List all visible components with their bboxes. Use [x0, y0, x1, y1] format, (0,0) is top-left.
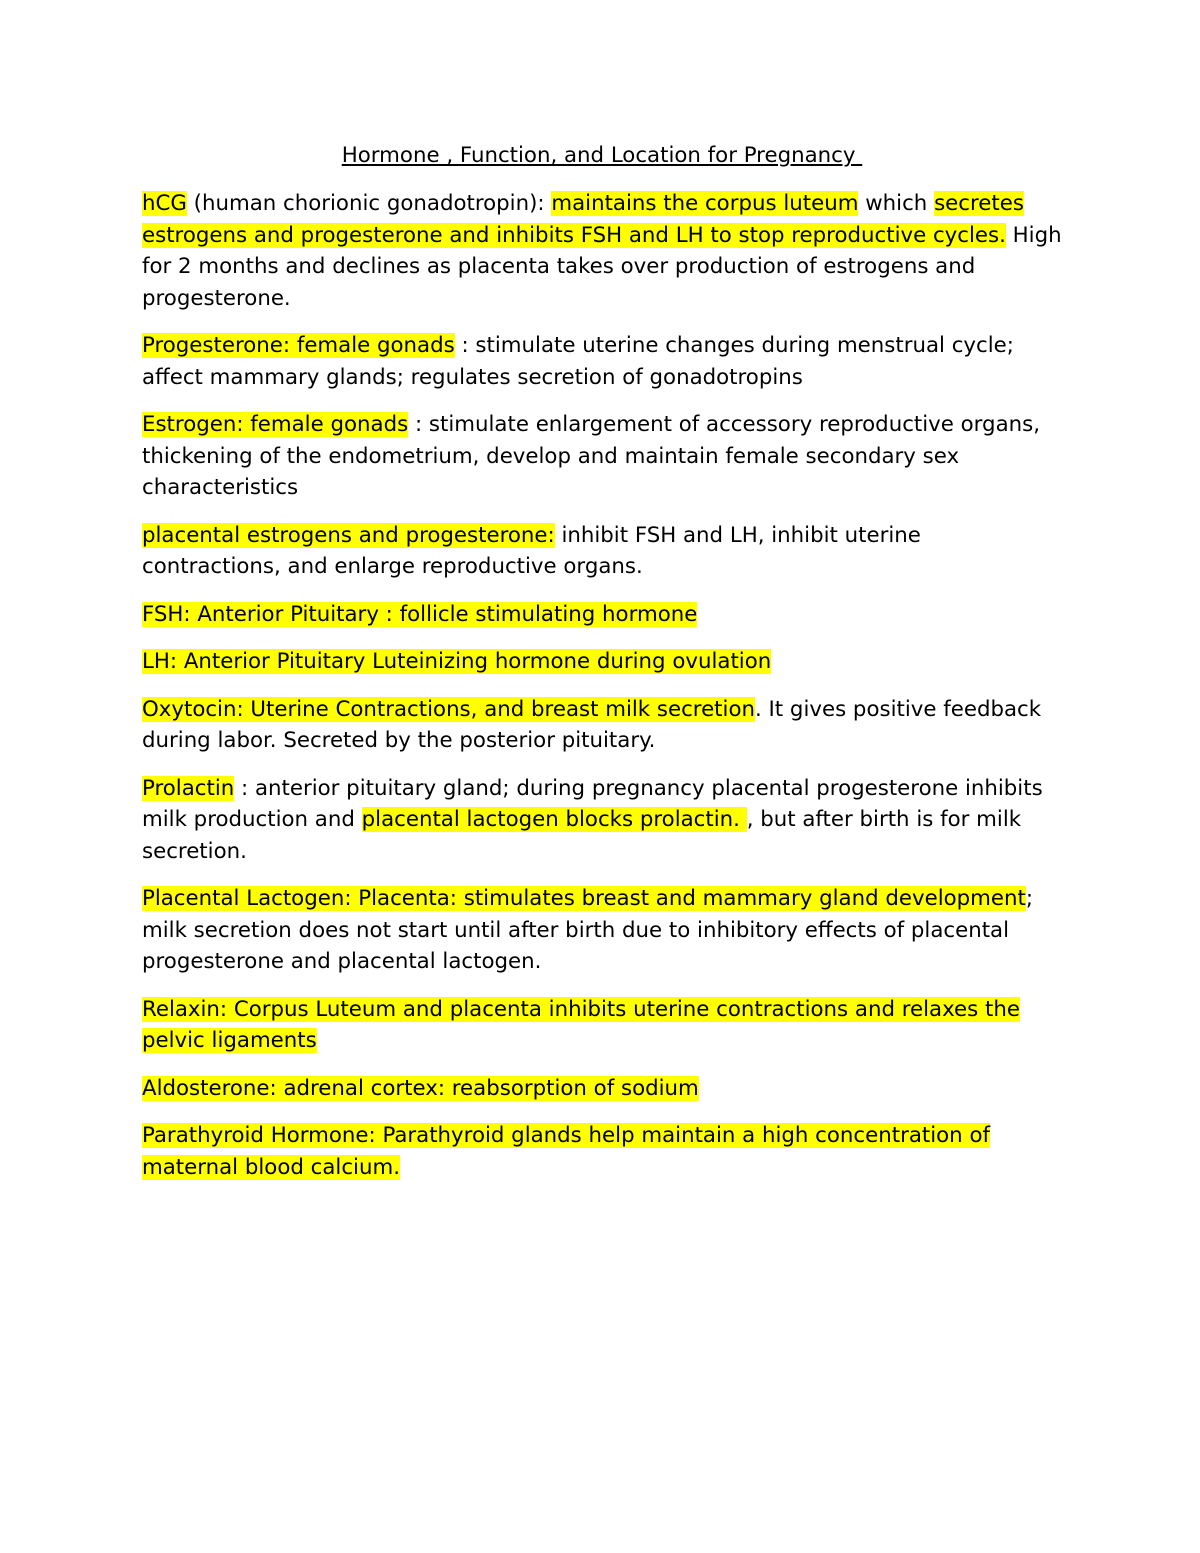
highlighted-text: Oxytocin: Uterine Contractions, and breast milk secretion	[142, 696, 755, 722]
body-text: : stimulate enlargement of accessory reproductive organs, thickening of the endometrium, develop and maintain female secondary sex characteristics	[142, 412, 1040, 500]
body-text: : stimulate uterine changes during menstrual cycle; affect mammary glands; regulates secretion of gonadotropins	[142, 333, 1014, 390]
paragraph	[142, 883, 1062, 978]
paragraph	[142, 694, 1062, 757]
highlighted-text: Relaxin: Corpus Luteum and placenta inhibits uterine contractions and relaxes the pelvic ligaments	[142, 996, 1020, 1053]
paragraph	[142, 330, 1062, 393]
paragraph	[142, 1120, 1062, 1183]
highlighted-text: Prolactin	[142, 775, 235, 801]
highlighted-text: Aldosterone: adrenal cortex: reabsorption of sodium	[142, 1075, 699, 1101]
paragraph	[142, 188, 1062, 314]
paragraph	[142, 1073, 1062, 1105]
body-text: High for 2 months and declines as placenta takes over production of estrogens and progesterone.	[142, 222, 1062, 311]
body-text: which	[858, 191, 935, 216]
body-text: . It gives positive feedback during labor. Secreted by the posterior pituitary.	[142, 696, 1042, 753]
highlighted-text: placental lactogen blocks prolactin.	[361, 807, 747, 832]
body-text: (human chorionic gonadotropin):	[186, 191, 552, 216]
highlighted-text: Parathyroid Hormone: Parathyroid glands help maintain a high concentration of maternal blood calcium.	[142, 1123, 990, 1180]
body-text: inhibit FSH and LH, inhibit uterine contractions, and enlarge reproductive organs.	[142, 522, 921, 579]
highlighted-text: FSH: Anterior Pituitary : follicle stimulating hormone	[142, 601, 698, 627]
body-text: , but after birth is for milk secretion.	[142, 807, 1022, 864]
highlighted-text: hCG	[142, 191, 187, 216]
highlighted-text: placental estrogens and progesterone:	[142, 522, 555, 548]
highlighted-text: maintains the corpus luteum	[551, 191, 859, 216]
body-text: ; milk secretion does not start until after birth due to inhibitory effects of placental progesterone and placental lactogen.	[142, 886, 1034, 974]
paragraph	[142, 773, 1062, 868]
highlighted-text: secretes estrogens and progesterone and inhibits FSH and LH to stop reproductive cycles.	[142, 191, 1024, 248]
highlighted-text: Estrogen: female gonads	[142, 412, 409, 437]
paragraph	[142, 646, 1062, 678]
document-title: Hormone , Function, and Location for Pregnancy	[341, 143, 863, 168]
highlighted-text: LH: Anterior Pituitary Luteinizing hormone during ovulation	[142, 649, 772, 674]
paragraph	[142, 520, 1062, 583]
paragraph	[142, 409, 1062, 504]
highlighted-text: Progesterone: female gonads	[142, 333, 455, 358]
document-body	[142, 188, 1062, 1183]
paragraph	[142, 599, 1062, 631]
highlighted-text: Placental Lactogen: Placenta: stimulates breast and mammary gland development	[142, 886, 1026, 911]
document-page	[142, 140, 1062, 1199]
body-text: : anterior pituitary gland; during pregnancy placental progesterone inhibits milk production and	[142, 775, 1043, 832]
paragraph	[142, 994, 1062, 1057]
